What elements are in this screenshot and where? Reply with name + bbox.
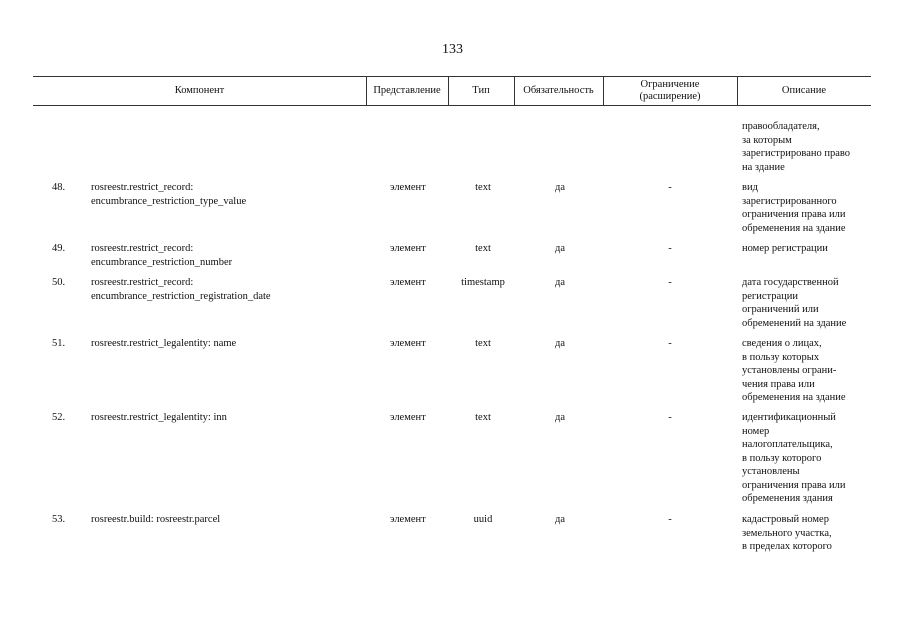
component-line: rosreestr.build: rosreestr.parcel [91, 514, 221, 525]
component-line: encumbrance_restriction_registration_date [91, 290, 271, 302]
description-line: ограничения права или [742, 479, 846, 491]
row-representation: элемент [390, 243, 426, 254]
row-number: 52. [52, 412, 66, 423]
description-line: правообладателя, [742, 121, 820, 132]
row-restriction: - [668, 182, 672, 193]
row-representation: элемент [390, 412, 426, 423]
row-number: 53. [52, 514, 66, 525]
description-line: чения права или [742, 378, 815, 390]
description-line: ограничения права или [742, 209, 846, 220]
description-line: сведения о лицах, [742, 338, 822, 349]
row-component [91, 337, 361, 351]
description-line: в пользу которого [742, 452, 822, 464]
row-required: да [554, 182, 565, 193]
row-required: да [554, 277, 565, 288]
header-type: Тип [472, 85, 490, 96]
row-required: да [554, 412, 565, 423]
row-description [742, 242, 877, 256]
description-line: обременения здания [742, 493, 833, 504]
row-required: да [554, 243, 565, 254]
description-line: ограничений или [742, 304, 819, 315]
row-component [91, 513, 361, 527]
row-number: 49. [52, 243, 66, 254]
description-line: установлены ограни- [742, 365, 837, 376]
description-line: в пределах которого [742, 541, 832, 552]
component-line: encumbrance_restriction_number [91, 256, 233, 268]
description-line: дата государственной [742, 277, 839, 288]
row-restriction: - [668, 277, 672, 288]
header-required: Обязательность [523, 85, 594, 96]
description-line: установлены [742, 466, 800, 477]
description-line: обременения на здание [742, 222, 846, 234]
description-line: вид [742, 182, 758, 193]
component-line: encumbrance_restriction_type_value [91, 195, 247, 207]
row-type: text [475, 338, 491, 349]
header-restriction-line2: (расширение) [639, 91, 701, 102]
row-representation: элемент [390, 182, 426, 193]
row-type: text [475, 182, 491, 193]
description-line: обременений на здание [742, 317, 847, 329]
row-restriction: - [668, 514, 672, 525]
table-header [33, 76, 871, 106]
row-representation: элемент [390, 277, 426, 288]
row-restriction: - [668, 412, 672, 423]
page-number: 133 [442, 42, 463, 57]
header-description: Описание [781, 85, 827, 96]
row-description [742, 337, 877, 405]
description-line: налогоплательщика, [742, 439, 833, 450]
description-line: зарегистрированного [742, 195, 837, 207]
row-description [742, 181, 877, 235]
row-description [742, 513, 877, 554]
row-required: да [554, 514, 565, 525]
header-restriction-line1: Ограничение [640, 79, 700, 90]
row-type: uuid [473, 514, 493, 525]
header-representation: Представление [373, 85, 441, 96]
row-number: 51. [52, 338, 66, 349]
component-line: rosreestr.restrict_legalentity: name [91, 338, 237, 349]
row-number: 48. [52, 182, 66, 193]
row-type: text [475, 412, 491, 423]
row-type: text [475, 243, 491, 254]
description-line: земельного участка, [742, 527, 832, 539]
description-line: обременения на здание [742, 392, 846, 403]
row-number: 50. [52, 277, 66, 288]
row-restriction: - [668, 243, 672, 254]
description-line: на здание [742, 161, 785, 173]
description-line: за которым [742, 134, 792, 146]
component-line: rosreestr.restrict_record: [91, 277, 194, 288]
description-line: в пользу которых [742, 351, 820, 363]
row-description [742, 411, 877, 506]
continued-description [742, 120, 877, 174]
description-line: идентификационный [742, 412, 836, 423]
row-type: timestamp [461, 277, 505, 288]
row-component [91, 411, 361, 425]
row-component [91, 181, 361, 208]
header-component: Компонент [174, 85, 225, 96]
description-line: зарегистрировано право [742, 148, 851, 159]
component-line: rosreestr.restrict_legalentity: inn [91, 412, 227, 423]
description-line: регистрации [742, 290, 798, 302]
row-component [91, 242, 361, 269]
row-required: да [554, 338, 565, 349]
row-restriction: - [668, 338, 672, 349]
row-representation: элемент [390, 514, 426, 525]
component-line: rosreestr.restrict_record: [91, 182, 194, 193]
row-description [742, 276, 877, 330]
description-line: номер регистрации [742, 243, 828, 254]
description-line: кадастровый номер [742, 514, 829, 525]
component-line: rosreestr.restrict_record: [91, 243, 194, 254]
row-component [91, 276, 361, 303]
description-line: номер [742, 425, 770, 437]
header-restriction [603, 77, 737, 105]
row-representation: элемент [390, 338, 426, 349]
